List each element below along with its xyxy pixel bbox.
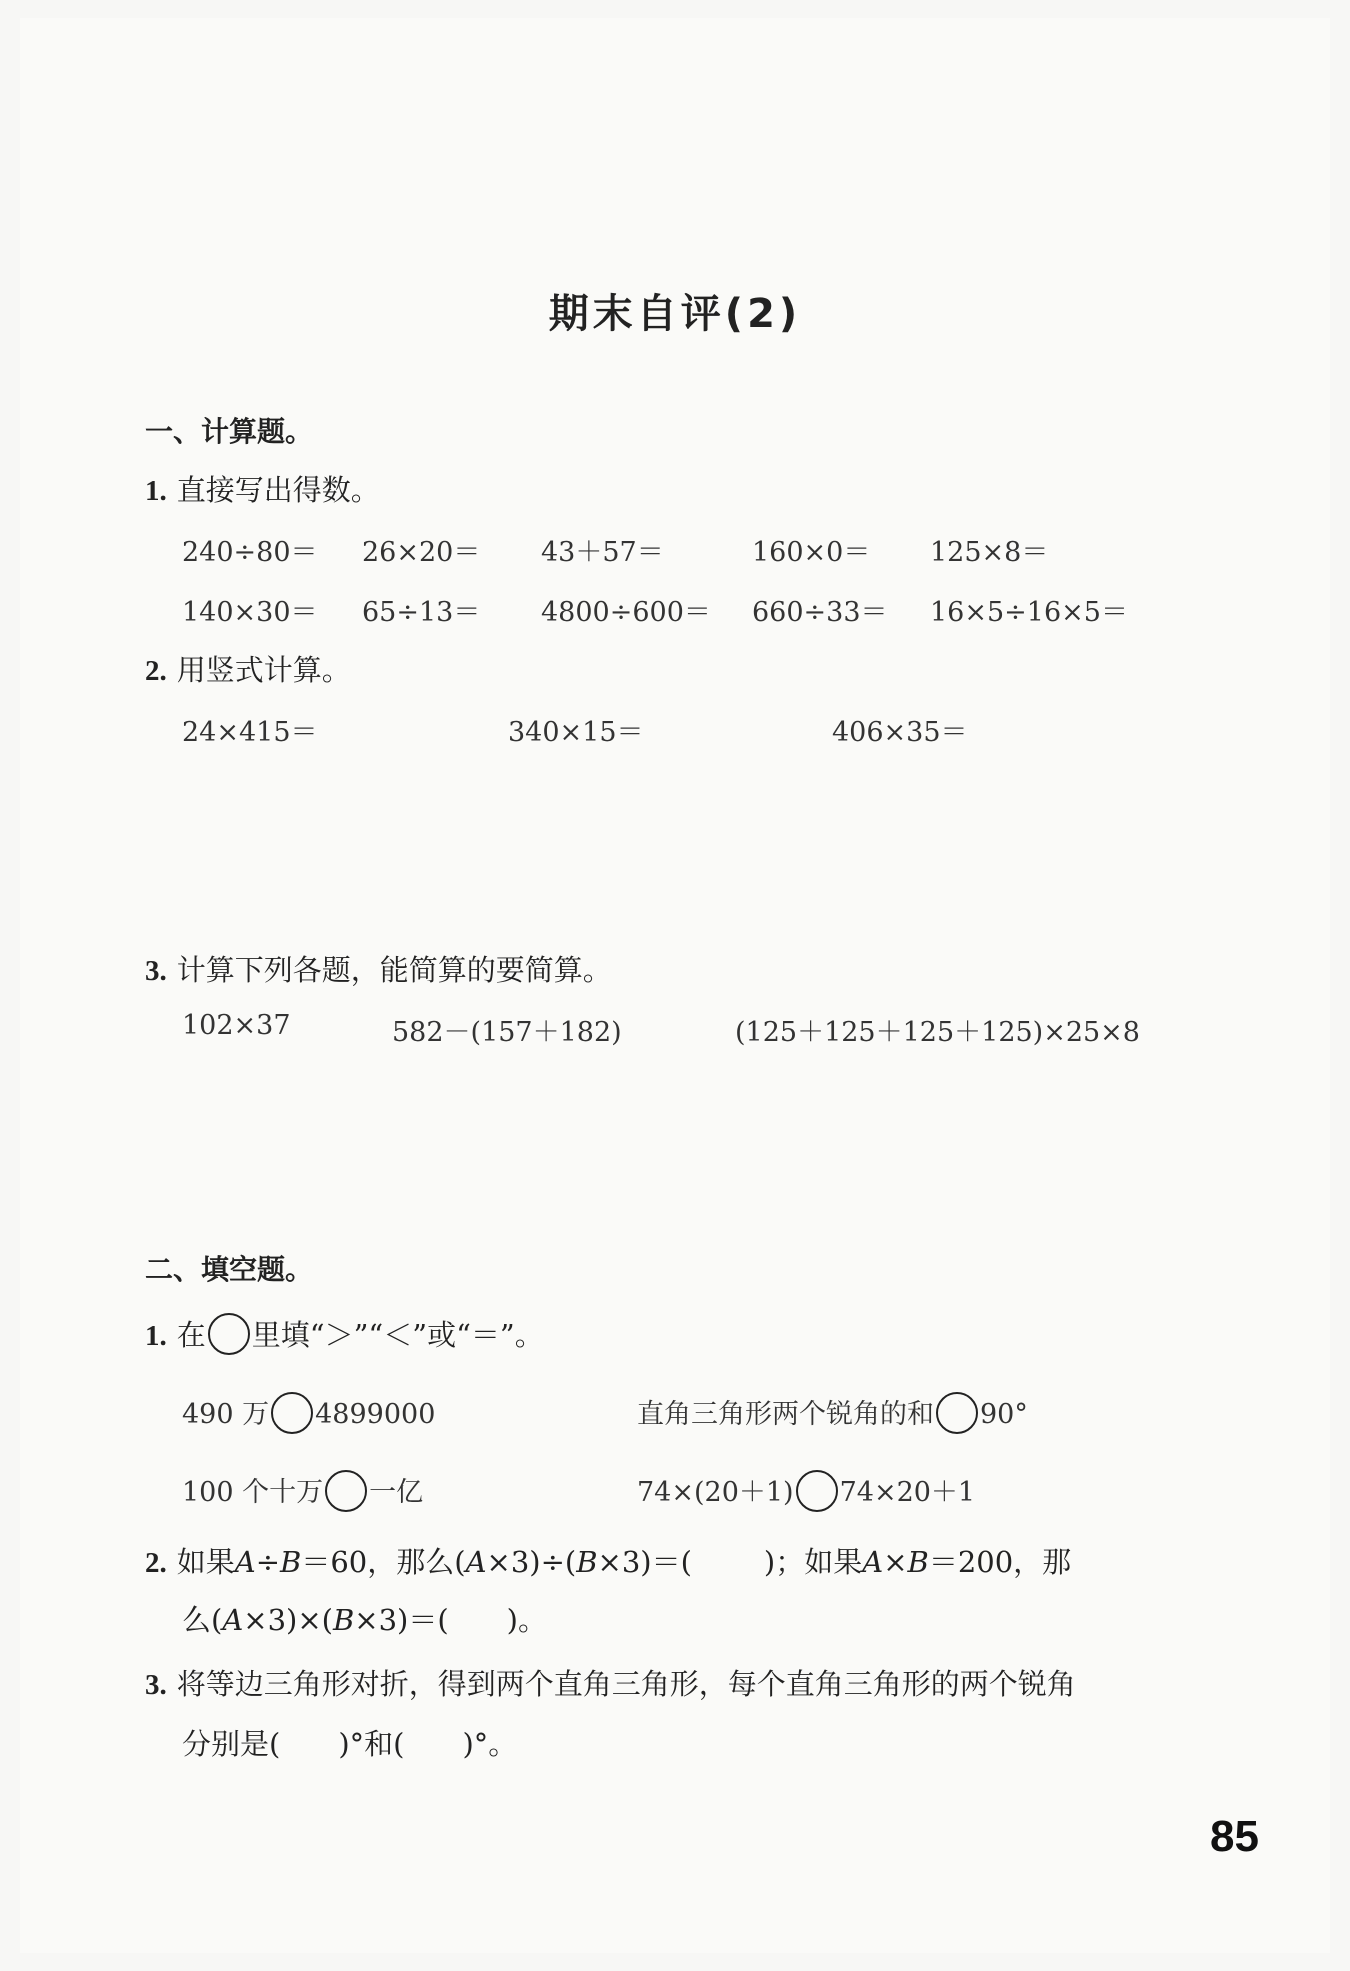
compare-a-circle[interactable] [271, 1392, 313, 1434]
s2-q1-post: 里填“＞”“＜”或“＝”。 [251, 1318, 544, 1352]
var-b: B [280, 1545, 302, 1579]
s2-q1 [145, 1313, 544, 1358]
s1-q1-r1-c1: 240÷80＝ [182, 537, 318, 568]
q3-text: 分别是( [182, 1727, 281, 1761]
s2-q2-line1 [145, 1540, 1071, 1581]
q2-text: ×3)×( [243, 1603, 333, 1637]
s1-q3-item3: (125＋125＋125＋125)×25×8 [735, 1017, 1140, 1048]
s2-q1-pre: 在 [176, 1318, 206, 1352]
var-b: B [907, 1545, 929, 1579]
q3-text: )°。 [462, 1727, 518, 1761]
q2-text: ×3)＝( [597, 1545, 692, 1579]
var-b: B [332, 1603, 355, 1637]
var-a: A [862, 1545, 884, 1579]
s2-q3-line2 [182, 1722, 517, 1763]
s1-q2-item2: 340×15＝ [508, 717, 644, 748]
s2-q3-num: 3. [145, 1669, 167, 1701]
compare-c-right: 一亿 [369, 1477, 424, 1508]
s1-q1-r1-c5: 125×8＝ [930, 537, 1049, 568]
compare-d-left: 74×(20＋1) [637, 1477, 794, 1508]
s1-q2-num: 2. [145, 655, 167, 687]
s1-q3 [145, 948, 612, 989]
s1-q3-item1: 102×37 [182, 1010, 291, 1041]
s1-q1-text: 直接写出得数。 [176, 473, 380, 507]
q2-div: ÷ [255, 1545, 281, 1579]
s1-q1-r2-c1: 140×30＝ [182, 597, 318, 628]
compare-d-circle[interactable] [796, 1470, 838, 1512]
compare-c-circle[interactable] [325, 1470, 367, 1512]
compare-a-right: 4899000 [315, 1399, 436, 1430]
compare-circle-icon [208, 1313, 250, 1355]
s1-q1-r2-c5: 16×5÷16×5＝ [930, 597, 1128, 628]
q2-text: ＝60，那么( [301, 1545, 466, 1579]
s2-q2-line2 [182, 1598, 547, 1639]
s1-q2-text: 用竖式计算。 [176, 653, 351, 687]
page-title: 期末自评(2) [548, 291, 802, 337]
q2-text: ×3)＝( [354, 1603, 449, 1637]
q3-text: 将等边三角形对折，得到两个直角三角形，每个直角三角形的两个锐角 [176, 1667, 1076, 1701]
compare-b-right: 90° [980, 1399, 1028, 1430]
s2-q1-compare-a [182, 1392, 435, 1437]
compare-c-left: 100 个十万 [182, 1477, 324, 1508]
q2-text: 如果 [176, 1545, 235, 1579]
section1-heading: 一、计算题。 [145, 415, 314, 448]
s2-q1-compare-b [637, 1392, 1028, 1437]
s1-q2 [145, 648, 351, 689]
q2-text: )；如果 [763, 1545, 863, 1579]
var-a: A [234, 1545, 256, 1579]
s2-q3-line1 [145, 1662, 1076, 1703]
q2-text: ＝200，那 [928, 1545, 1072, 1579]
s1-q1-r1-c2: 26×20＝ [362, 537, 481, 568]
compare-b-circle[interactable] [936, 1392, 978, 1434]
q2-text: )。 [506, 1603, 547, 1637]
s1-q1-r2-c2: 65÷13＝ [362, 597, 481, 628]
s1-q1-r1-c4: 160×0＝ [752, 537, 871, 568]
q2-text: ×3)÷( [486, 1545, 577, 1579]
var-a: A [222, 1603, 244, 1637]
q2-text: 么( [182, 1603, 223, 1637]
compare-d-right: 74×20＋1 [839, 1477, 976, 1508]
var-b: B [576, 1545, 598, 1579]
s1-q1-num: 1. [145, 475, 167, 507]
s1-q1 [145, 468, 380, 509]
s2-q1-compare-d [637, 1470, 975, 1515]
page-number: 85 [1210, 1812, 1259, 1861]
s1-q1-r2-c4: 660÷33＝ [752, 597, 888, 628]
compare-b-left: 直角三角形两个锐角的和 [637, 1399, 934, 1430]
s1-q3-text: 计算下列各题，能简算的要简算。 [176, 953, 612, 987]
s1-q1-r1-c3: 43＋57＝ [541, 537, 664, 568]
var-a: A [465, 1545, 487, 1579]
s1-q2-item1: 24×415＝ [182, 717, 318, 748]
compare-a-left: 490 万 [182, 1399, 270, 1430]
s1-q3-item2: 582－(157＋182) [392, 1017, 622, 1048]
s1-q2-item3: 406×35＝ [832, 717, 968, 748]
s2-q2-num: 2. [145, 1547, 167, 1579]
s1-q1-r2-c3: 4800÷600＝ [541, 597, 711, 628]
s2-q1-compare-c [182, 1470, 423, 1515]
q2-times: × [883, 1545, 908, 1579]
s2-q1-num: 1. [145, 1320, 167, 1352]
section2-heading: 二、填空题。 [145, 1253, 314, 1286]
q3-text: )°和( [338, 1727, 405, 1761]
s1-q3-num: 3. [145, 955, 167, 987]
